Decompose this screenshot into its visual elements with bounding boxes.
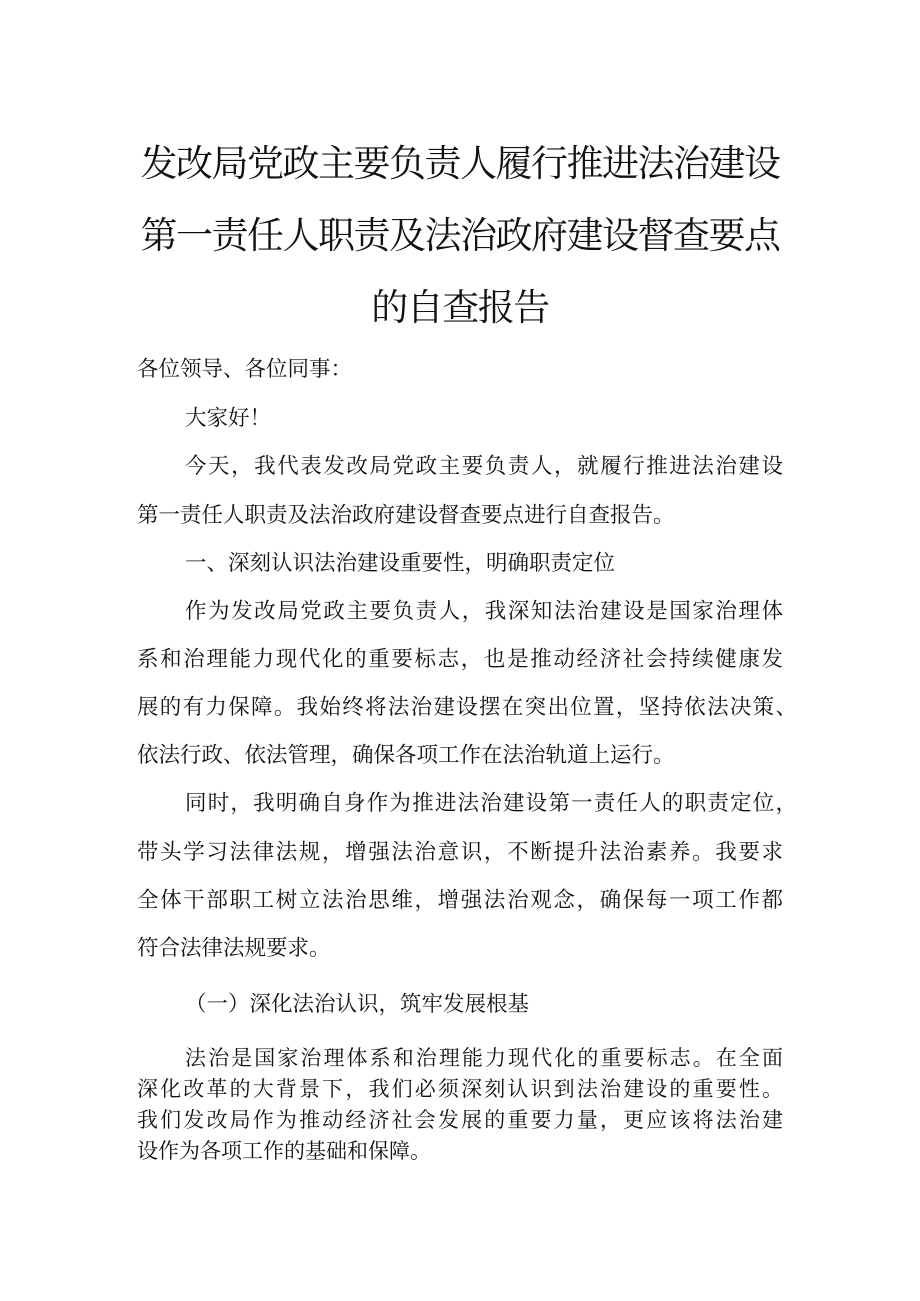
subsection-1-heading: （一）深化法治认识，筑牢发展根基 bbox=[185, 992, 530, 1017]
paragraph-2-line-4: 符合法律法规要求。 bbox=[137, 936, 331, 961]
paragraph-3-line-2: 深化改革的大背景下，我们必须深刻认识到法治建设的重要性。 bbox=[137, 1077, 783, 1101]
document-title-line-3: 的自查报告 bbox=[371, 286, 549, 329]
paragraph-1-line-1: 作为发改局党政主要负责人，我深知法治建设是国家治理体 bbox=[185, 599, 783, 624]
intro-line-1: 今天，我代表发改局党政主要负责人，就履行推进法治建设 bbox=[185, 454, 783, 479]
paragraph-3-line-3: 我们发改局作为推动经济社会发展的重要力量，更应该将法治建 bbox=[137, 1108, 783, 1132]
paragraph-2-line-1: 同时，我明确自身作为推进法治建设第一责任人的职责定位， bbox=[185, 791, 797, 816]
greeting: 大家好！ bbox=[185, 406, 272, 431]
paragraph-1-line-4: 依法行政、依法管理，确保各项工作在法治轨道上运行。 bbox=[137, 743, 675, 768]
paragraph-2-line-3: 全体干部职工树立法治思维，增强法治观念，确保每一项工作都 bbox=[137, 888, 783, 913]
paragraph-2-line-2: 带头学习法律法规，增强法治意识，不断提升法治素养。我要求 bbox=[137, 840, 783, 865]
paragraph-1-line-3: 展的有力保障。我始终将法治建设摆在突出位置，坚持依法决策、 bbox=[137, 695, 797, 720]
salutation: 各位领导、各位同事： bbox=[137, 357, 353, 382]
document-title-line-1: 发改局党政主要负责人履行推进法治建设 bbox=[140, 142, 780, 185]
paragraph-3-line-1: 法治是国家治理体系和治理能力现代化的重要标志。在全面 bbox=[185, 1046, 783, 1070]
paragraph-1-line-2: 系和治理能力现代化的重要标志，也是推动经济社会持续健康发 bbox=[137, 647, 783, 672]
intro-line-2: 第一责任人职责及法治政府建设督查要点进行自查报告。 bbox=[137, 503, 675, 528]
paragraph-3-line-4: 设作为各项工作的基础和保障。 bbox=[137, 1139, 431, 1163]
section-1-heading: 一、深刻认识法治建设重要性，明确职责定位 bbox=[185, 551, 616, 576]
document-title-line-2: 第一责任人职责及法治政府建设督查要点 bbox=[140, 214, 780, 257]
